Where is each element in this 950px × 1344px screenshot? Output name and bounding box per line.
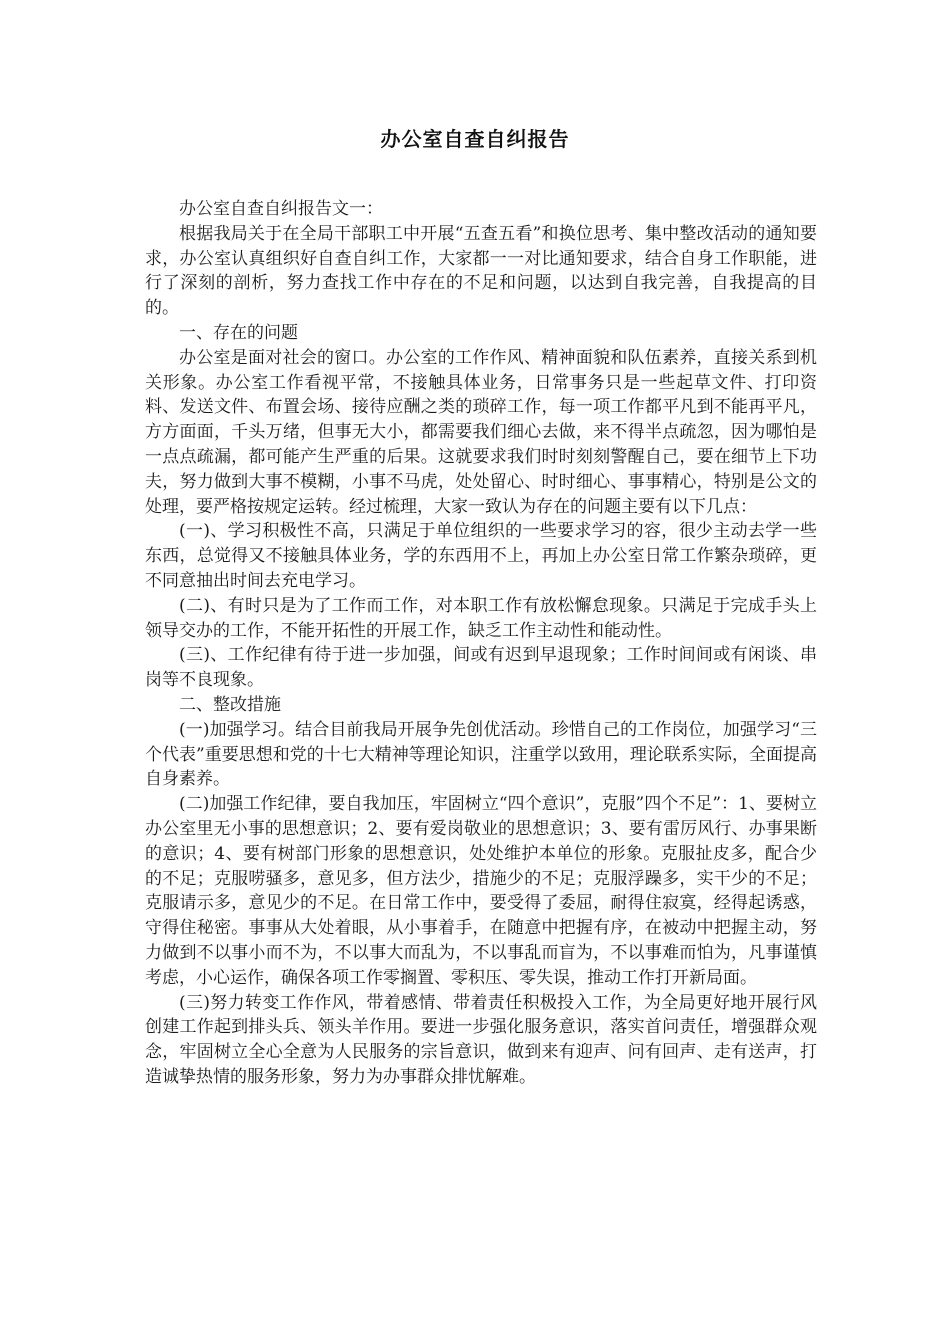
paragraph: (二)加强工作纪律，要自我加压，牢固树立“四个意识”，克服”四个不足”：1、要树立办公室里无小事的思想意识；2、要有爱岗敬业的思想意识；3、要有雷厉风行、办事果断的意识；4、要有树部门形象的思想意识，处处维护本单位的形象。克服扯皮多，配合少的不足；克服唠骚多，意见多，但方法少，措施少的不足；克服浮躁多，实干少的不足；克服请示多，意见少的不足。在日常工作中，要受得了委屈，耐得住寂寞，经得起诱惑，守得住秘密。事事从大处着眼，从小事着手，在随意中把握有序，在被动中把握主动，努力做到不以事小而不为，不以事大而乱为，不以事乱而盲为，不以事难而怕为，凡事谨慎考虑，小心运作，确保各项工作零搁置、零积压、零失误，推动工作打开新局面。 <box>145 794 817 988</box>
paragraph: (二)、有时只是为了工作而工作，对本职工作有放松懈怠现象。只满足于完成手头上领导交办的工作，不能开拓性的开展工作，缺乏工作主动性和能动性。 <box>145 595 817 641</box>
section-heading: 一、存在的问题 <box>179 322 298 343</box>
paragraph: (三)、工作纪律有待于进一步加强，间或有迟到早退现象；工作时间间或有闲谈、串岗等不良现象。 <box>145 645 817 691</box>
paragraph: 办公室是面对社会的窗口。办公室的工作作风、精神面貌和队伍素养，直接关系到机关形象。办公室工作看视平常，不接触具体业务，日常事务只是一些起草文件、打印资料、发送文件、布置会场、接待应酬之类的琐碎工作，每一项工作都平凡到不能再平凡，方方面面，千头万绪，但事无大小，都需要我们细心去做，来不得半点疏忽，因为哪怕是一点点疏漏，都可能产生严重的后果。这就要求我们时时刻刻警醒自己，要在细节上下功夫，努力做到大事不模糊，小事不马虎，处处留心、时时细心、事事精心，特别是公文的处理，要严格按规定运转。经过梳理，大家一致认为存在的问题主要有以下几点： <box>145 347 817 517</box>
paragraph: 办公室自查自纠报告文一： <box>179 199 383 219</box>
document-title: 办公室自查自纠报告 <box>380 127 570 151</box>
section-heading: 二、整改措施 <box>179 694 281 715</box>
paragraph: (一)、学习积极性不高，只满足于单位组织的一些要求学习的容，很少主动去学一些东西，总觉得又不接触具体业务，学的东西用不上，再加上办公室日常工作繁杂琐碎，更不同意抽出时间去充电学习。 <box>145 521 817 591</box>
paragraph: 根据我局关于在全局干部职工中开展“五查五看”和换位思考、集中整改活动的通知要求，办公室认真组织好自查自纠工作，大家都一一对比通知要求，结合自身工作职能，进行了深刻的剖析，努力查找工作中存在的不足和问题，以达到自我完善，自我提高的目的。 <box>145 223 817 319</box>
document-body <box>145 197 817 1090</box>
paragraph: (一)加强学习。结合目前我局开展争先创优活动。珍惜自己的工作岗位，加强学习“三个代表”重要思想和党的十七大精神等理论知识，注重学以致用，理论联系实际，全面提高自身素养。 <box>145 719 817 790</box>
paragraph: (三)努力转变工作作风，带着感情、带着责任积极投入工作，为全局更好地开展行风创建工作起到排头兵、领头羊作用。要进一步强化服务意识，落实首问责任，增强群众观念，牢固树立全心全意为人民服务的宗旨意识，做到来有迎声、问有回声、走有送声，打造诚挚热情的服务形象，努力为办事群众排忧解难。 <box>145 992 817 1087</box>
